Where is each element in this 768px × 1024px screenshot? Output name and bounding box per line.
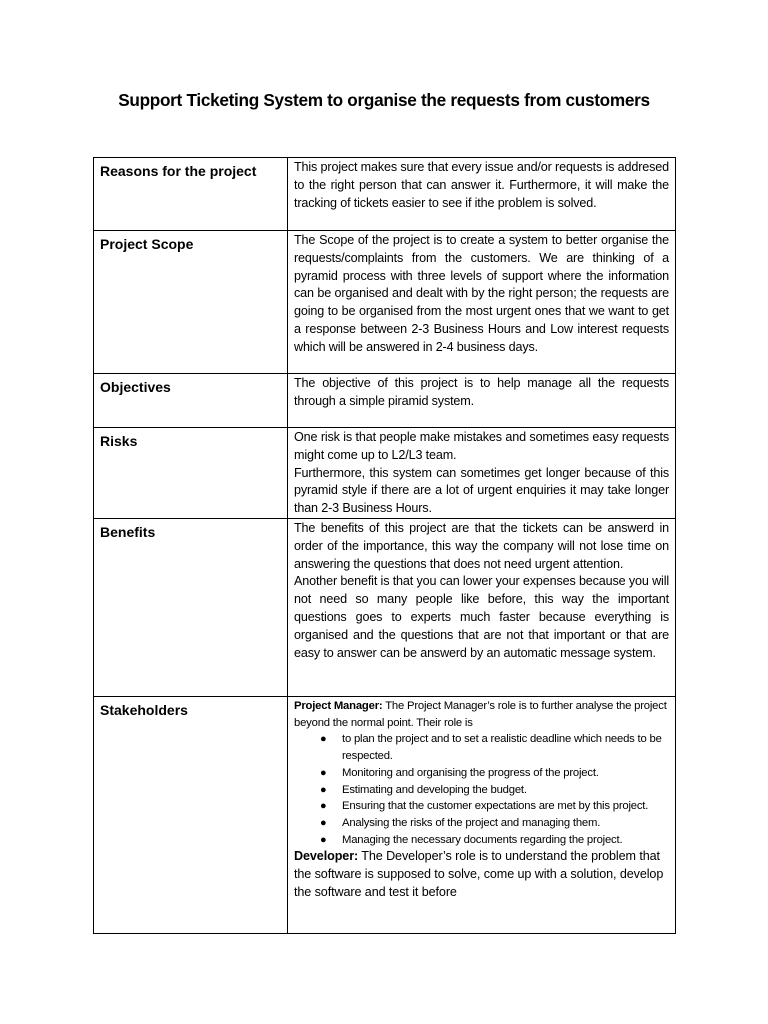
row-content-reasons: This project makes sure that every issue and/or requests is addresed to the right person that can answer it. Furthermore, it will make the tracking of tickets easier to see if ithe problem is solved. <box>288 158 676 231</box>
benefits-paragraph-2: Another benefit is that you can lower your expenses because you will not need so many people like before, this way the important questions goes to experts much faster because everything is organised and the questions that are not that important or that are easy to answer can be answerd by an automatic message system. <box>294 574 669 660</box>
table-row-benefits <box>94 518 676 696</box>
risks-paragraph-2: Furthermore, this system can sometimes get longer because of this pyramid style if there are a lot of urgent enquiries it may take longer than 2-3 Business Hours. <box>294 465 669 516</box>
developer-paragraph <box>294 848 669 901</box>
row-content-scope: The Scope of the project is to create a system to better organise the requests/complaints from the customers. We are thinking of a pyramid process with three levels of support where the information can be organised and dealt with by the right person; the requests are going to be organised from the most urgent ones that we want to get a response between 2-3 Business Hours and Low interest requests which will be answered in 2-4 business days. <box>288 231 676 374</box>
list-item: ● Monitoring and organising the progress of the project. <box>342 765 669 782</box>
project-manager-description: The Project Manager’s role is to further analyse the project beyond the normal point. Their role is <box>294 699 667 729</box>
bullet-icon: ● <box>320 733 327 746</box>
bullet-icon: ● <box>320 833 327 846</box>
row-content-stakeholders <box>288 696 676 933</box>
row-content-objectives: The objective of this project is to help manage all the requests through a simple piramid system. <box>288 374 676 428</box>
list-item: ● Analysing the risks of the project and managing them. <box>342 815 669 832</box>
row-label-scope: Project Scope <box>94 231 288 374</box>
developer-description: The Developer’s role is to understand the problem that the software is supposed to solve, come up with a solution, develop the software and test it before <box>294 849 664 899</box>
project-manager-duties <box>294 731 669 848</box>
table-row-objectives <box>94 374 676 428</box>
table-row-reasons <box>94 158 676 231</box>
risks-paragraph-1: One risk is that people make mistakes and sometimes easy requests might come up to L2/L3 team. <box>294 430 669 462</box>
list-item: ● Ensuring that the customer expectations are met by this project. <box>342 798 669 815</box>
benefits-paragraph-1: The benefits of this project are that the tickets can be answerd in order of the importance, this way the company will not lose time on answering the questions that does not need urgent attention. <box>294 520 669 571</box>
table-row-scope <box>94 231 676 374</box>
row-content-benefits <box>288 518 676 696</box>
bullet-icon: ● <box>320 766 327 779</box>
project-table <box>93 157 676 934</box>
table-row-stakeholders <box>94 696 676 933</box>
list-item: ● to plan the project and to set a realistic deadline which needs to be respected. <box>320 733 662 763</box>
row-label-risks: Risks <box>94 428 288 519</box>
developer-heading: Developer: <box>294 849 359 864</box>
project-manager-heading: Project Manager: <box>294 699 383 712</box>
bullet-icon: ● <box>320 816 327 829</box>
list-item: ● Managing the necessary documents regarding the project. <box>342 832 669 849</box>
row-label-stakeholders: Stakeholders <box>94 696 288 933</box>
row-label-reasons: Reasons for the project <box>94 158 288 231</box>
bullet-icon: ● <box>320 783 327 796</box>
document-title: Support Ticketing System to organise the requests from customers <box>118 90 650 110</box>
row-label-objectives: Objectives <box>94 374 288 428</box>
table-row-risks <box>94 428 676 519</box>
row-label-benefits: Benefits <box>94 518 288 696</box>
bullet-icon: ● <box>320 800 327 813</box>
row-content-risks <box>288 428 676 519</box>
list-item: ● Estimating and developing the budget. <box>342 782 669 799</box>
project-manager-intro <box>294 698 669 731</box>
